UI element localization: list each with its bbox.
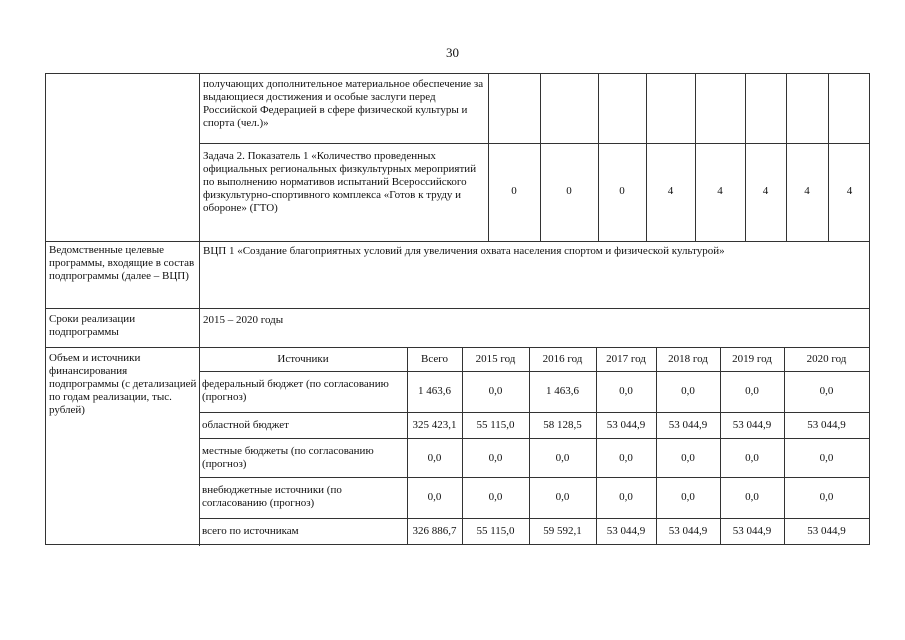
source-local: местные бюджеты (по согласованию (прогноз) xyxy=(202,445,374,470)
vcp-label: Ведомственные целевые программы, входящие в состав подпрограммы (далее – ВЦП) xyxy=(49,244,195,282)
indicator-value-2021: 4 xyxy=(804,185,810,197)
header-2018: 2018 год xyxy=(668,353,708,365)
indicator-value-2022: 4 xyxy=(846,185,853,197)
period-value: 2015 – 2020 годы xyxy=(203,314,284,326)
value-cell: 0,0 xyxy=(619,452,633,464)
header-2017: 2017 год xyxy=(606,353,646,365)
value-cell: 1 463,6 xyxy=(418,385,451,397)
indicator-value-2020: 4 xyxy=(762,185,769,197)
value-cell: 53 044,9 xyxy=(606,419,646,431)
value-cell: 0,0 xyxy=(488,385,503,397)
source-regional: областной бюджет xyxy=(202,419,289,431)
value-cell: 0,0 xyxy=(555,491,570,503)
source-extrabudgetary: внебюджетные источники (по согласованию (прогноз) xyxy=(202,484,342,509)
header-2015: 2015 год xyxy=(475,353,516,365)
value-cell: 0,0 xyxy=(819,385,834,397)
indicator-value-2018: 4 xyxy=(667,185,674,197)
indicator-value-2015: 0 xyxy=(511,185,517,197)
value-cell: 0,0 xyxy=(488,452,503,464)
value-cell: 0,0 xyxy=(745,385,759,397)
indicator-value-2019: 4 xyxy=(717,185,723,197)
value-cell: 0,0 xyxy=(681,491,695,503)
value-cell: 53 044,9 xyxy=(732,419,772,431)
value-cell: 53 044,9 xyxy=(606,525,646,537)
funding-table xyxy=(199,347,869,544)
value-cell: 325 423,1 xyxy=(412,419,457,431)
value-cell: 58 128,5 xyxy=(543,419,582,431)
value-cell: 53 044,9 xyxy=(668,525,708,537)
source-federal: федеральный бюджет (по согласованию (прогноз) xyxy=(202,378,389,403)
vcp-value: ВЦП 1 «Создание благоприятных условий для увеличения охвата населения спортом и физической культурой» xyxy=(203,245,725,257)
value-cell: 0,0 xyxy=(488,491,503,503)
value-cell: 53 044,9 xyxy=(732,525,772,537)
value-cell: 0,0 xyxy=(619,385,633,397)
value-cell: 0,0 xyxy=(819,491,834,503)
value-cell: 0,0 xyxy=(819,452,834,464)
page-number: 30 xyxy=(446,45,459,60)
value-cell: 0,0 xyxy=(427,491,442,503)
indicator-text-1: получающих дополнительное материальное обеспечение за выдающиеся достижения и особые заслуги перед Российской Федерацией в сфере физической культуры и спорта (чел.)» xyxy=(203,78,484,129)
value-cell: 53 044,9 xyxy=(668,419,708,431)
indicator-value-2017: 0 xyxy=(619,185,625,197)
header-total: Всего xyxy=(421,353,448,365)
value-cell: 0,0 xyxy=(619,491,633,503)
value-cell: 1 463,6 xyxy=(546,385,579,397)
value-cell: 55 115,0 xyxy=(476,525,515,537)
value-cell: 0,0 xyxy=(745,491,759,503)
value-cell: 0,0 xyxy=(745,452,759,464)
indicator-text-2: Задача 2. Показатель 1 «Количество проведенных официальных региональных физкультурных мероприятий по выполнению нормативов испытаний Всероссийского физкультурно-спортивного комплекса «Готов к труду и обороне» (ГТО) xyxy=(203,150,477,214)
subprogram-table xyxy=(45,73,870,545)
value-cell: 55 115,0 xyxy=(476,419,515,431)
value-cell: 0,0 xyxy=(555,452,570,464)
source-total: всего по источникам xyxy=(202,525,299,537)
funding-label: Объем и источники финансирования подпрограммы (с детализацией по годам реализации, тыс. рублей) xyxy=(49,352,197,416)
header-sources: Источники xyxy=(277,353,329,365)
period-label: Сроки реализации подпрограммы xyxy=(49,313,136,338)
value-cell: 59 592,1 xyxy=(543,525,582,537)
value-cell: 326 886,7 xyxy=(412,525,457,537)
value-cell: 53 044,9 xyxy=(807,525,846,537)
header-2019: 2019 год xyxy=(732,353,772,365)
value-cell: 0,0 xyxy=(681,385,695,397)
header-2016: 2016 год xyxy=(542,353,583,365)
header-2020: 2020 год xyxy=(806,353,847,365)
indicator-value-2016: 0 xyxy=(566,185,572,197)
value-cell: 0,0 xyxy=(681,452,695,464)
value-cell: 53 044,9 xyxy=(807,419,846,431)
value-cell: 0,0 xyxy=(427,452,442,464)
